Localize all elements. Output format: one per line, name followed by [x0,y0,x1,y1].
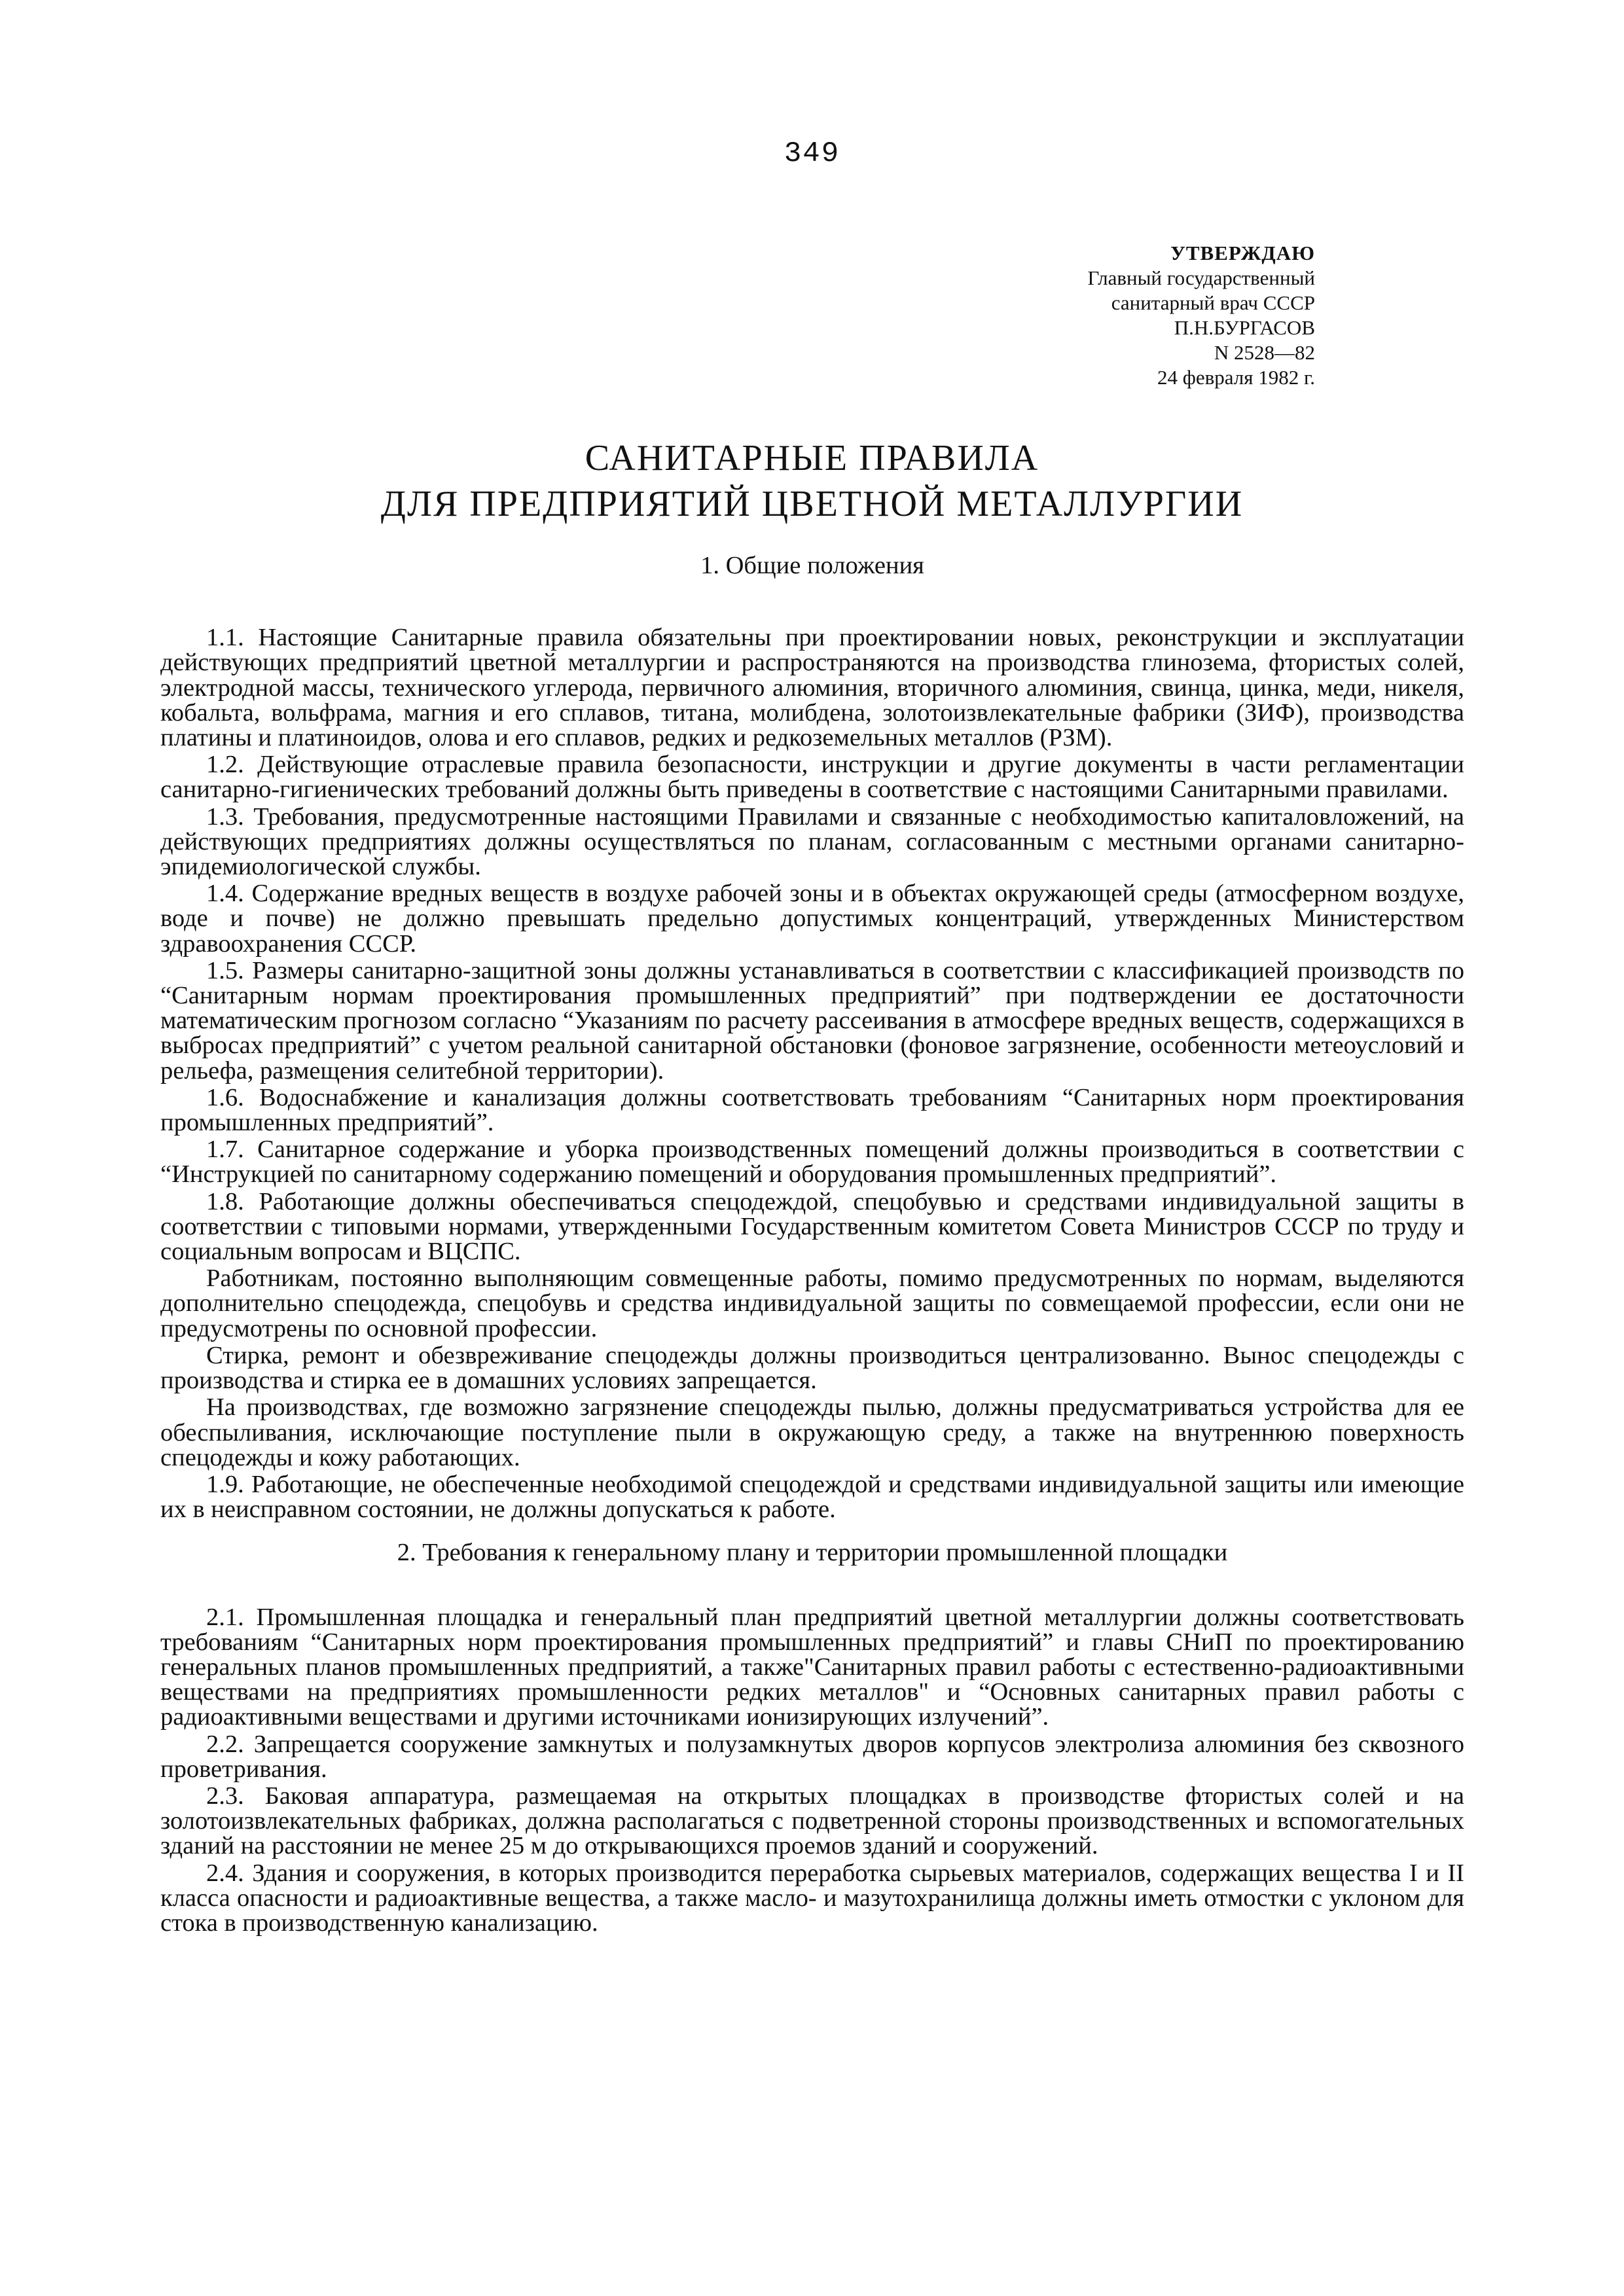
document-title-line-1: САНИТАРНЫЕ ПРАВИЛА [585,438,1039,478]
paragraph-1-8-a: Работникам, постоянно выполняющим совмещенные работы, помимо предусмотренных по нормам, выделяются дополнительно спецодежда, спецобувь и средства индивидуальной защиты по совмещаемой профессии, если они не предусмотрены по основной профессии. [160,1265,1464,1342]
paragraph-1-8: 1.8. Работающие должны обеспечиваться спецодеждой, спецобувью и средствами индивидуальной защиты в соответствии с типовыми нормами, утвержденными Государственным комитетом Совета Министров СССР по труду и социальным вопросам и ВЦСПС. [160,1187,1464,1266]
paragraph-2-3: 2.3. Баковая аппаратура, размещаемая на открытых площадках в производстве фтористых солей и на золотоизвлекательных фабриках, должна располагаться с подветренной стороны производственных и вспомогательных зданий на расстоянии не менее 25 м до открывающихся проемов зданий и сооружений. [160,1782,1464,1860]
paragraph-1-5: 1.5. Размеры санитарно-защитной зоны должны устанавливаться в соответствии с классификацией производств по “Санитарным нормам проектирования промышленных предприятий” при подтверждении ее достаточности математическим прогнозом согласно “Указаниям по расчету рассеивания в атмосфере вредных веществ, содержащихся в выбросах предприятий” с учетом реальной санитарной обстановки (фоновое загрязнение, особенности метеоусловий и рельефа, размещения селитебной территории). [160,956,1464,1085]
document-title-line-2: ДЛЯ ПРЕДПРИЯТИЙ ЦВЕТНОЙ МЕТАЛЛУРГИИ [380,484,1244,524]
paragraph-1-8-b: Стирка, ремонт и обезвреживание спецодежды должны производиться централизованно. Вынос спецодежды с производства и стирка ее в домашних условиях запрещается. [160,1341,1464,1395]
paragraph-1-6: 1.6. Водоснабжение и канализация должны соответствовать требованиям “Санитарных норм проектирования промышленных предприятий”. [160,1083,1464,1137]
document-body [160,553,1464,1937]
paragraph-2-1: 2.1. Промышленная площадка и генеральный план предприятий цветной металлургии должны соответствовать требованиям “Санитарных норм проектирования промышленных предприятий” и главы СНиП по проектированию генеральных планов промышленных предприятий, а также"Санитарных правил работы с естественно-радиоактивными веществами на предприятиях промышленности редких металлов" и “Основных санитарных правил работы с радиоактивными веществами и другими источниками ионизирующих излучений”. [160,1603,1464,1731]
approval-name: П.Н.БУРГАСОВ [1174,316,1315,339]
paragraph-2-4: 2.4. Здания и сооружения, в которых производится переработка сырьевых материалов, содержащих вещества I и II класса опасности и радиоактивные вещества, а также масло- и мазутохранилища должны иметь отмостки с уклоном для стока в производственную канализацию. [160,1859,1464,1937]
paragraph-2-2: 2.2. Запрещается сооружение замкнутых и полузамкнутых дворов корпусов электролиза алюминия без сквозного проветривания. [160,1730,1464,1783]
paragraph-1-4: 1.4. Содержание вредных веществ в воздухе рабочей зоны и в объектах окружающей среды (атмосферном воздухе, воде и почве) не должно превышать предельно допустимых концентраций, утвержденных Министерством здравоохранения СССР. [160,880,1464,958]
document-title [0,435,1624,527]
approval-position-line-1: Главный государственный [1087,266,1315,289]
paragraph-1-2: 1.2. Действующие отраслевые правила безопасности, инструкции и другие документы в части регламентации санитарно-гигиенических требований должны быть приведены в соответствие с настоящими Санитарными правилами. [160,751,1464,804]
paragraph-1-1: 1.1. Настоящие Санитарные правила обязательны при проектировании новых, реконструкции и эксплуатации действующих предприятий цветной металлургии и распространяются на производства глинозема, фтористых солей, электродной массы, технического углерода, первичного алюминия, вторичного алюминия, свинца, цинка, меди, никеля, кобальта, вольфрама, магния и его сплавов, титана, молибдена, золотоизвлекательные фабрики (ЗИФ), производства платины и платиноидов, олова и его сплавов, редких и редкоземельных металлов (РЗМ). [160,624,1464,752]
approval-position-line-2: санитарный врач СССР [1111,291,1315,314]
paragraph-1-7: 1.7. Санитарное содержание и уборка производственных помещений должны производиться в соответствии с “Инструкцией по санитарному содержанию помещений и оборудования промышленных предприятий”. [160,1136,1464,1189]
paragraph-1-8-c: На производствах, где возможно загрязнение спецодежды пылью, должны предусматриваться устройства для ее обеспыливания, исключающие поступление пыли в окружающую среду, а также на внутреннюю поверхность спецодежды и кожу работающих. [160,1393,1464,1471]
approval-number: N 2528—82 [1214,341,1315,364]
approval-heading: УТВЕРЖДАЮ [1170,242,1315,264]
approval-date: 24 февраля 1982 г. [1157,366,1315,389]
section-2-heading: 2. Требования к генеральному плану и территории промышленной площадки [397,1539,1228,1567]
approval-block [1088,241,1315,390]
page-number: 349 [784,137,840,170]
paragraph-1-3: 1.3. Требования, предусмотренные настоящими Правилами и связанные с необходимостью капиталовложений, на действующих предприятиях должны осуществляться по планам, согласованным с местными органами санитарно-эпидемиологической службы. [160,802,1464,881]
paragraph-1-9: 1.9. Работающие, не обеспеченные необходимой спецодеждой и средствами индивидуальной защиты или имеющие их в неисправном состоянии, не должны допускаться к работе. [160,1470,1464,1524]
section-1-heading: 1. Общие положения [700,552,924,579]
